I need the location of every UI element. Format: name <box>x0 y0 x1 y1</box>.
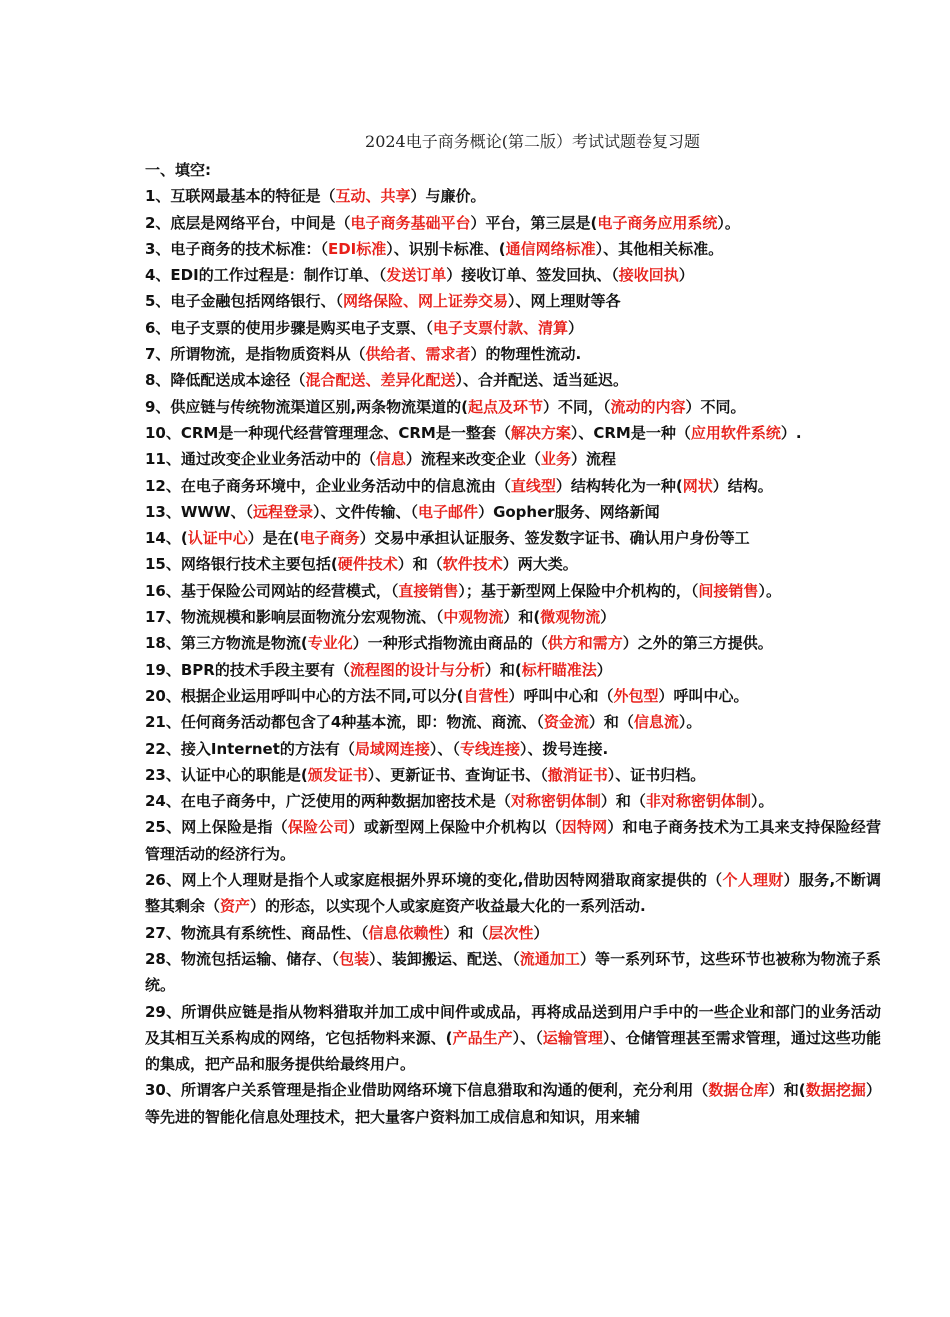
question-item <box>145 262 881 288</box>
question-text: ） <box>600 608 616 627</box>
question-text: 12、在电子商务环境中，企业业务活动中的信息流由（ <box>145 476 511 495</box>
answer-text: 运输管理 <box>542 1028 603 1047</box>
answer-text: 颁发证书 <box>307 765 368 784</box>
question-text: ）和（ <box>588 713 634 732</box>
answer-text: 外包型 <box>613 686 659 705</box>
answer-text: 认证中心 <box>187 529 248 548</box>
question-text: 2、底层是网络平台，中间是（ <box>145 213 351 232</box>
question-text: ）接收订单、签发回执、（ <box>446 266 619 285</box>
answer-text: 撤消证书 <box>547 765 608 784</box>
question-text: 14、( <box>145 529 188 548</box>
question-text: ）流程 <box>570 450 616 469</box>
question-text: 10、CRM是一种现代经营管理理念、CRM是一整套（ <box>145 423 511 442</box>
question-item <box>145 814 881 867</box>
question-item <box>145 367 881 393</box>
question-text: ）和电子商务技术为工具来支持保险经营管理活动的经济行为。 <box>145 818 881 863</box>
answer-text: 接收回执 <box>618 266 679 285</box>
question-text: 16、基于保险公司网站的经营模式，（ <box>145 581 399 600</box>
answer-text: 对称密钥体制 <box>510 792 601 811</box>
question-text: ）等先进的智能化信息处理技术，把大量客户资料加工成信息和知识，用来辅 <box>145 1081 881 1126</box>
question-item <box>145 578 881 604</box>
answer-text: 数据仓库 <box>708 1081 769 1100</box>
question-text: ） <box>678 266 694 285</box>
section-heading: 一、填空: <box>145 161 211 179</box>
question-text: 15、网络银行技术主要包括( <box>145 555 338 574</box>
answer-text: 电子商务基础平台 <box>350 213 471 232</box>
question-text: ）、文件传输、（ <box>313 502 419 521</box>
answer-text: 网状 <box>682 476 713 495</box>
answer-text: 业务 <box>540 450 571 469</box>
question-text: ）和( <box>768 1081 806 1100</box>
answer-text: 因特网 <box>561 818 608 837</box>
answer-text: 远程登录 <box>253 502 314 521</box>
question-text: ）Gopher服务、网络新闻 <box>478 502 660 521</box>
question-item <box>145 683 881 709</box>
answer-text: 供方和需方 <box>547 634 623 653</box>
question-text: 20、根据企业运用呼叫中心的方法不同,可以分( <box>145 686 464 705</box>
question-text: 19、BPR的技术手段主要有（ <box>145 660 350 679</box>
question-text: ）、仓储管理甚至需求管理，通过这些功能的集成，把产品和服务提供给最终用户。 <box>145 1028 881 1074</box>
answer-text: 中观物流 <box>443 608 504 627</box>
question-item <box>145 920 881 946</box>
question-text: ）两大类。 <box>502 555 578 574</box>
question-text: ）、网上理财等各 <box>507 292 621 311</box>
question-text: ）、更新证书、查询证书、（ <box>367 765 548 784</box>
question-item <box>145 183 881 209</box>
question-text: 13、WWW、（ <box>145 502 254 521</box>
question-item <box>145 1077 881 1130</box>
answer-text: 间接销售 <box>698 581 759 600</box>
question-text: ）不同。 <box>685 397 746 416</box>
question-text: ）。 <box>750 792 774 811</box>
question-text: 26、网上个人理财是指个人或家庭根据外界环境的变化,借助因特网猎取商家提供的（ <box>145 871 723 890</box>
question-item <box>145 867 881 920</box>
question-text: ）、（ <box>429 739 460 758</box>
question-text: 30、所谓客户关系管理是指企业借助网络环境下信息猎取和沟通的便利，充分利用（ <box>145 1081 709 1100</box>
question-text: 11、通过改变企业业务活动中的（ <box>145 450 376 469</box>
question-text: ）流程来改变企业（ <box>405 450 541 469</box>
answer-text: 层次性 <box>488 923 534 942</box>
question-text: 25、网上保险是指（ <box>145 818 288 837</box>
question-text: 24、在电子商务中，广泛使用的两种数据加密技术是（ <box>145 792 511 811</box>
answer-text: 保险公司 <box>287 818 349 837</box>
question-text: ）、拨号连接. <box>519 739 609 758</box>
question-text: ）和（ <box>443 923 489 942</box>
question-text: 6、电子支票的使用步骤是购买电子支票、（ <box>145 318 433 337</box>
answer-text: 电子商务应用系统 <box>597 213 718 232</box>
question-text: ）和( <box>484 660 522 679</box>
question-text: ）。 <box>717 213 740 232</box>
question-text: ）一种形式指物流由商品的（ <box>352 634 548 653</box>
question-text: ）、识别卡标准、( <box>386 239 506 258</box>
answer-text: 直线型 <box>510 476 556 495</box>
question-text: 4、EDI的工作过程是：制作订单、（ <box>145 266 387 285</box>
question-text: ）的形态，以实现个人或家庭资产收益最大化的一系列活动. <box>250 897 646 916</box>
question-list <box>145 183 881 1130</box>
answer-text: 个人理财 <box>722 871 784 890</box>
answer-text: 流程图的设计与分析 <box>349 660 485 679</box>
answer-text: 网络保险、网上证券交易 <box>342 292 508 311</box>
answer-text: 信息依赖性 <box>368 923 444 942</box>
answer-text: 混合配送、差异化配送 <box>305 371 456 390</box>
question-item <box>145 709 881 735</box>
answer-text: 标杆瞄准法 <box>521 660 597 679</box>
answer-text: 专业化 <box>307 634 353 653</box>
answer-text: 电子支票付款、清算 <box>432 318 568 337</box>
answer-text: 包装 <box>339 949 370 968</box>
question-text: ）的物理性流动. <box>470 345 582 364</box>
answer-text: 信息流 <box>633 713 679 732</box>
question-text: ）交易中承担认证服务、签发数字证书、确认用户身份等工 <box>359 529 750 548</box>
page-title: 2024电子商务概论(第二版）考试试题卷复习题 <box>365 132 700 151</box>
document-body <box>145 157 881 1130</box>
question-text: ） <box>533 923 549 942</box>
answer-text: 硬件技术 <box>337 555 398 574</box>
question-text: ）呼叫中心。 <box>658 686 749 705</box>
question-text: ）和（ <box>600 792 646 811</box>
question-text: ）、装卸搬运、配送、（ <box>369 949 520 968</box>
answer-text: 数据挖掘 <box>805 1081 866 1100</box>
question-text: 8、降低配送成本途径（ <box>145 371 306 390</box>
question-text: ）。 <box>758 581 781 600</box>
question-item <box>145 499 881 525</box>
answer-text: 供给者、需求者 <box>365 345 471 364</box>
question-text: 29、所谓供应链是指从物料猎取并加工成中间件或成品，再将成品送到用户手中的一些企业和部门的业务活动及其相互关系构成的网络，它包括物料来源、( <box>145 1002 881 1047</box>
question-text: ）之外的第三方提供。 <box>622 634 773 653</box>
question-item <box>145 394 881 420</box>
question-text: ）和（ <box>397 555 443 574</box>
question-item <box>145 946 881 999</box>
answer-text: 软件技术 <box>442 555 503 574</box>
question-text: ）；基于新型网上保险中介机构的，（ <box>458 581 699 600</box>
question-text: ）结构转化为一种( <box>555 476 683 495</box>
question-text: ）、（ <box>512 1028 543 1047</box>
answer-text: 直接销售 <box>398 581 459 600</box>
answer-text: 电子邮件 <box>418 502 479 521</box>
answer-text: 发送订单 <box>386 266 447 285</box>
question-text: 3、电子商务的技术标准：（ <box>145 239 328 258</box>
answer-text: 解决方案 <box>510 423 571 442</box>
answer-text: 微观物流 <box>540 608 601 627</box>
answer-text: 起点及环节 <box>468 397 544 416</box>
answer-text: 产品生产 <box>452 1028 513 1047</box>
question-text: ）结构。 <box>712 476 773 495</box>
question-item <box>145 315 881 341</box>
answer-text: 电子商务 <box>299 529 360 548</box>
question-item <box>145 551 881 577</box>
question-item <box>145 473 881 499</box>
question-text: ）和( <box>503 608 541 627</box>
question-text: ） <box>567 318 583 337</box>
question-item <box>145 630 881 656</box>
answer-text: 通信网络标准 <box>505 239 596 258</box>
question-item <box>145 210 881 236</box>
answer-text: 信息 <box>375 450 406 469</box>
answer-text: 互动、共享 <box>335 187 411 206</box>
question-text: ）服务,不断调整其剩余（ <box>145 871 882 916</box>
question-text: 21、任何商务活动都包含了4种基本流，即：物流、商流、（ <box>145 713 544 732</box>
answer-text: 局域网连接 <box>354 739 430 758</box>
question-item <box>145 604 881 630</box>
question-item <box>145 341 881 367</box>
question-item <box>145 446 881 472</box>
question-item <box>145 736 881 762</box>
question-text: 18、第三方物流是物流( <box>145 634 308 653</box>
answer-text: 资产 <box>220 897 251 916</box>
question-text: 22、接入Internet的方法有（ <box>145 739 355 758</box>
question-item <box>145 236 881 262</box>
question-text: ）或新型网上保险中介机构以（ <box>348 818 562 837</box>
question-text: ）不同，（ <box>543 397 611 416</box>
question-text: ）。 <box>678 713 702 732</box>
question-text: ）呼叫中心和（ <box>508 686 614 705</box>
answer-text: 非对称密钥体制 <box>645 792 751 811</box>
answer-text: 专线连接 <box>459 739 520 758</box>
question-text: ）. <box>780 423 802 442</box>
question-text: 7、所谓物流，是指物质资料从（ <box>145 345 366 364</box>
question-text: 1、互联网最基本的特征是（ <box>145 187 336 206</box>
question-text: 9、供应链与传统物流渠道区别,两条物流渠道的( <box>145 397 468 416</box>
question-text: ）、证书归档。 <box>607 765 706 784</box>
question-text: 17、物流规模和影响层面物流分宏观物流、（ <box>145 608 444 627</box>
answer-text: 应用软件系统 <box>690 423 781 442</box>
question-item <box>145 525 881 551</box>
answer-text: 流动的内容 <box>610 397 686 416</box>
answer-text: 流通加工 <box>519 949 580 968</box>
answer-text: 资金流 <box>543 713 589 732</box>
question-item <box>145 999 881 1078</box>
question-text: ）、合并配送、适当延迟。 <box>455 371 628 390</box>
question-text: ）平台，第三层是( <box>470 213 598 232</box>
question-text: 28、物流包括运输、储存、（ <box>145 949 340 968</box>
question-item <box>145 288 881 314</box>
question-text: 5、电子金融包括网络银行、（ <box>145 292 343 311</box>
question-text: ）、其他相关标准。 <box>595 239 724 258</box>
question-text: ）是在( <box>247 529 300 548</box>
question-text: ）等一系列环节，这些环节也被称为物流子系统。 <box>145 949 881 995</box>
question-text: ）与廉价。 <box>410 187 486 206</box>
question-item <box>145 420 881 446</box>
answer-text: 自营性 <box>463 686 509 705</box>
question-item <box>145 762 881 788</box>
question-item <box>145 657 881 683</box>
question-text: 27、物流具有系统性、商品性、（ <box>145 923 369 942</box>
question-text: 23、认证中心的职能是( <box>145 765 308 784</box>
question-text: ） <box>596 660 612 679</box>
question-item <box>145 788 881 814</box>
question-text: ）、CRM是一种（ <box>570 423 691 442</box>
answer-text: EDI标准 <box>327 239 387 258</box>
